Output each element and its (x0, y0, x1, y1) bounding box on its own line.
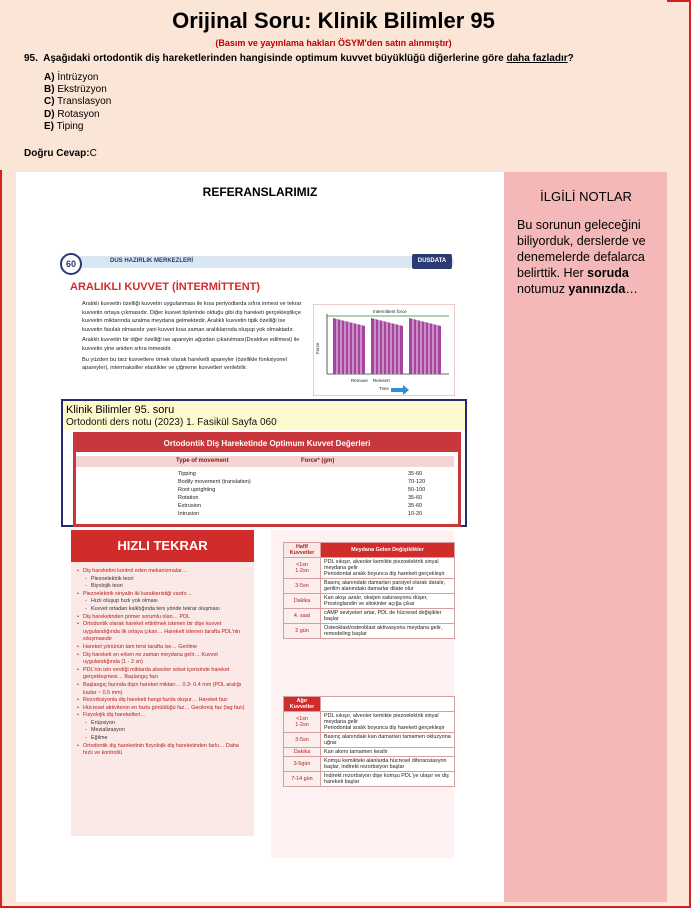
source-line-1: Klinik Bilimler 95. soru (66, 404, 175, 416)
light-force-row (284, 558, 455, 579)
heavy-force-row (284, 772, 455, 787)
quick-review-subitem: - Mezializasyon (77, 727, 249, 735)
heavy-force-row (284, 757, 455, 772)
question-emphasis: daha fazladır (506, 53, 568, 64)
light-force-row (284, 624, 455, 639)
body-paragraph: Aralıklı kuvvetin bir diğer özelliği ise apareyin ağızdan çıkanılması(Deaktive edilmesi) ile kuvvetin yine aniden sıfıra inmesidir. (82, 337, 300, 352)
light-forces-table (283, 542, 455, 639)
quick-review-item: • Hücresel aktivitenin en fazla görüldüğü faz… Gecikmiş faz (lag fazı) (77, 705, 249, 713)
section-title: ARALIKLI KUVVET (İNTERMİTTENT) (70, 281, 261, 293)
change-cell: Basınç alanındaki kan damarları tamamen okluzyona uğrar (321, 733, 455, 748)
quick-review-subitem: - Hızlı oluşup hızlı yok olması (77, 598, 249, 606)
quick-review-item: • Diş hareketinden primer sorumlu olan… PDL (77, 614, 249, 622)
force-table: Ortodontik Diş Hareketinde Optimum Kuvvet Değerleri Type of movement Force* (gm) Tipping 35-60 Bodily movement (translation) 70-120 Root uprighting 50-100 Rotation 35-60 Extrusion 35-60 Intrusion 10-20 (73, 432, 461, 527)
change-cell: PDL sıkışır, alveoler kemikte piezoelektrik sinyal meydana gelir Periodontal aralık boyunca diş hareketi gerçekleşir (321, 558, 455, 579)
graph-reinsert-label: Reinsert (373, 378, 390, 383)
time-cell: 2 gün (284, 624, 321, 639)
option-d: D) Rotasyon (44, 108, 100, 120)
quick-review-item: • Ortodontik olarak hareket ettirilmek istenen bir dişe kuvvet uygulandığında ilk ortaya çıkan… Hareketi istenen tarafta PDL'nin sıkışmasıdır (77, 621, 249, 644)
option-c: C) Translasyon (44, 96, 112, 108)
dusdata-logo: DUSDATA (412, 254, 452, 269)
time-cell: Dakika (284, 748, 321, 757)
book-page-number: 60 (60, 253, 82, 275)
body-paragraph: Aralıklı kuvvetin özelliği kuvvetin uygulanması ile kısa periyodlarda sıfıra inmesi ve tekrar kuvvetin ortaya çıkmasıdır. Diğer kuvvet tiplerinde olduğu gibi diş hareketi gerçekleştikçe kuvvetin miktarında azalma meydana gelmektedir. Aralıklı kuvvetin tipik özelliği ise kuvvetin fasılalı olmasıdır yani kuvvet kısa zaman aralıklarında oluşup yok olmaktadır. (82, 301, 302, 333)
quick-review-item: • Ortodontik diş hareketinin fizyolojik diş hareketinden farkı… Daha hızlı ve kontrollü (77, 743, 249, 758)
change-cell: İndirekt rezorbsiyon dişe komşu PDL'ye ulaşır ve diş hareketi başlar (321, 772, 455, 787)
correct-answer: Doğru Cevap:C (24, 148, 97, 159)
time-cell: 3-5sn (284, 579, 321, 594)
quick-review-title: HIZLI TEKRAR (71, 530, 254, 562)
graph-top-label: Intermittent force (373, 309, 407, 314)
references-heading: REFERANSLARIMIZ (202, 185, 318, 199)
quick-review-subitem: - Piezoelektrik teori (77, 576, 249, 584)
quick-review-subitem: - Kuvvet ortadan kalktığında ters yönde tekrar oluşması (77, 606, 249, 614)
force-table-title: Ortodontik Diş Hareketinde Optimum Kuvvet Değerleri (76, 435, 458, 452)
time-cell: 3-5gün (284, 757, 321, 772)
quick-review-subitem: - Biyolojik teori (77, 583, 249, 591)
section-body (82, 300, 306, 375)
body-paragraph: Bu yüzden bu tarz kuvvetlere örnek olarak hareketli apareyler (özellikle fonksiyonel apareyler), intermaksiller elastikler ve çiğneme kuvvetleri verilebilir. (82, 356, 287, 372)
question-stem: Aşağıdaki ortodontik diş hareketlerinden hangisinde optimum kuvvet büyüklüğü diğerlerine göre (43, 53, 504, 64)
light-force-row (284, 594, 455, 609)
time-cell: 7-14 gün (284, 772, 321, 787)
time-cell: 4. saat (284, 609, 321, 624)
quick-review-item: • Rezorbsiyonla diş hareketi hangi fazda oluşur… Hareket fazı (77, 697, 249, 705)
question-text (24, 53, 664, 64)
graph-x-label: Time (379, 386, 389, 391)
quick-review-subitem: - Erüpsiyon (77, 720, 249, 728)
force-tables-panel (271, 530, 454, 858)
source-highlight (61, 399, 467, 434)
change-cell: cAMP seviyeleri artar, PDL de hücresel değişikler başlar (321, 609, 455, 624)
quick-review-box (71, 530, 254, 836)
light-forces-header: Hafif Kuvvetler (284, 543, 321, 558)
option-a: A) İntrüzyon (44, 72, 99, 83)
page-title: Orijinal Soru: Klinik Bilimler 95 (172, 8, 495, 33)
heavy-force-row (284, 712, 455, 733)
intermittent-force-graph (313, 304, 455, 396)
time-cell: <1sn 1-2sn (284, 712, 321, 733)
heavy-force-row (284, 733, 455, 748)
copyright-note: (Basım ve yayınlama hakları ÖSYM'den satın alınmıştır) (215, 38, 452, 48)
quick-review-item: • Hareket yönünün tam tersi tarafta ise… Gerilme (77, 644, 249, 652)
quick-review-item: • Başlangıç fazında dişin hareket miktarı… 0.3- 0.4 mm (PDL aralığı kadar ~ 0.5 mm) (77, 682, 249, 697)
option-e: E) Tiping (44, 120, 84, 132)
changes-header: Meydana Gelen Değişiklikler (321, 543, 455, 558)
book-header-label: DUS HAZIRLIK MERKEZLERİ (110, 258, 193, 264)
change-cell: Kan akımı tamamen kesilir (321, 748, 455, 757)
answer-options (44, 72, 111, 133)
change-cell: Kan akışı azalır, oksijen saturasyonu düşer, Prostoglandin ve sitokinler açığa çıkar (321, 594, 455, 609)
change-cell: Osteoklast/osteoblast aktivasyonu meydana gelir, remodeling başlar (321, 624, 455, 639)
notes-heading: İLGİLİ NOTLAR (540, 189, 632, 204)
col-force: Force* (gm) (301, 458, 335, 464)
question-mark: ? (567, 53, 574, 64)
quick-review-item: • Diş hareketi en erken ne zaman meydana gelir… Kuvvet uygulandığında (1 - 2 sn) (77, 652, 249, 667)
force-table-columns (76, 456, 454, 467)
change-cell: Komşu kemikteki alanlarda hücresel diferansiasyon başlar, indirekt rezorbsiyon başlar (321, 757, 455, 772)
heavy-forces-table (283, 696, 455, 787)
time-cell: 3-5sn (284, 733, 321, 748)
quick-review-list (77, 568, 249, 758)
graph-remove-label: Remove (351, 378, 368, 383)
notes-text: Bu sorunun geleceğini biliyorduk, derslerde ve denemelerde defalarca belirttik. Her soruda notumuz yanınızda… (517, 218, 646, 296)
time-cell: Dakika (284, 594, 321, 609)
time-cell: <1sn 1-2sn (284, 558, 321, 579)
col-movement: Type of movement (176, 458, 229, 464)
source-line-2: Ortodonti ders notu (2023) 1. Fasikül Sayfa 060 (66, 417, 277, 428)
quick-review-item: • Piezoelektrik sinyalin iki karakteristiği vardır… (77, 591, 249, 599)
graph-y-label: Force (315, 342, 320, 354)
change-cell: Basınç alanındaki damarları parsiyel olarak daralır, gerilim alanındaki damarlar dilate olur (321, 579, 455, 594)
question-number: 95. (24, 53, 38, 64)
quick-review-subitem: - Eğilme (77, 735, 249, 743)
change-cell: PDL sıkışır, alveoler kemikte piezoelektrik sinyal meydana gelir Periodontal aralık boyunca diş hareketi gerçekleşir (321, 712, 455, 733)
heavy-force-row (284, 748, 455, 757)
heavy-forces-header: Ağır Kuvvetler (284, 697, 321, 712)
light-force-row (284, 579, 455, 594)
quick-review-item: • Fizyolojik diş hareketleri… (77, 712, 249, 720)
light-force-row (284, 609, 455, 624)
quick-review-item: • PDL'nin izin verdiği miktarda alveoler soket içerisinde hareket gerçekleşmesi… Başlangıç fazı (77, 667, 249, 682)
quick-review-item: • Diş hareketini kontrol eden mekanizmalar… (77, 568, 249, 576)
force-table-frame (61, 430, 467, 527)
option-b: B) Ekstrüzyon (44, 84, 107, 96)
